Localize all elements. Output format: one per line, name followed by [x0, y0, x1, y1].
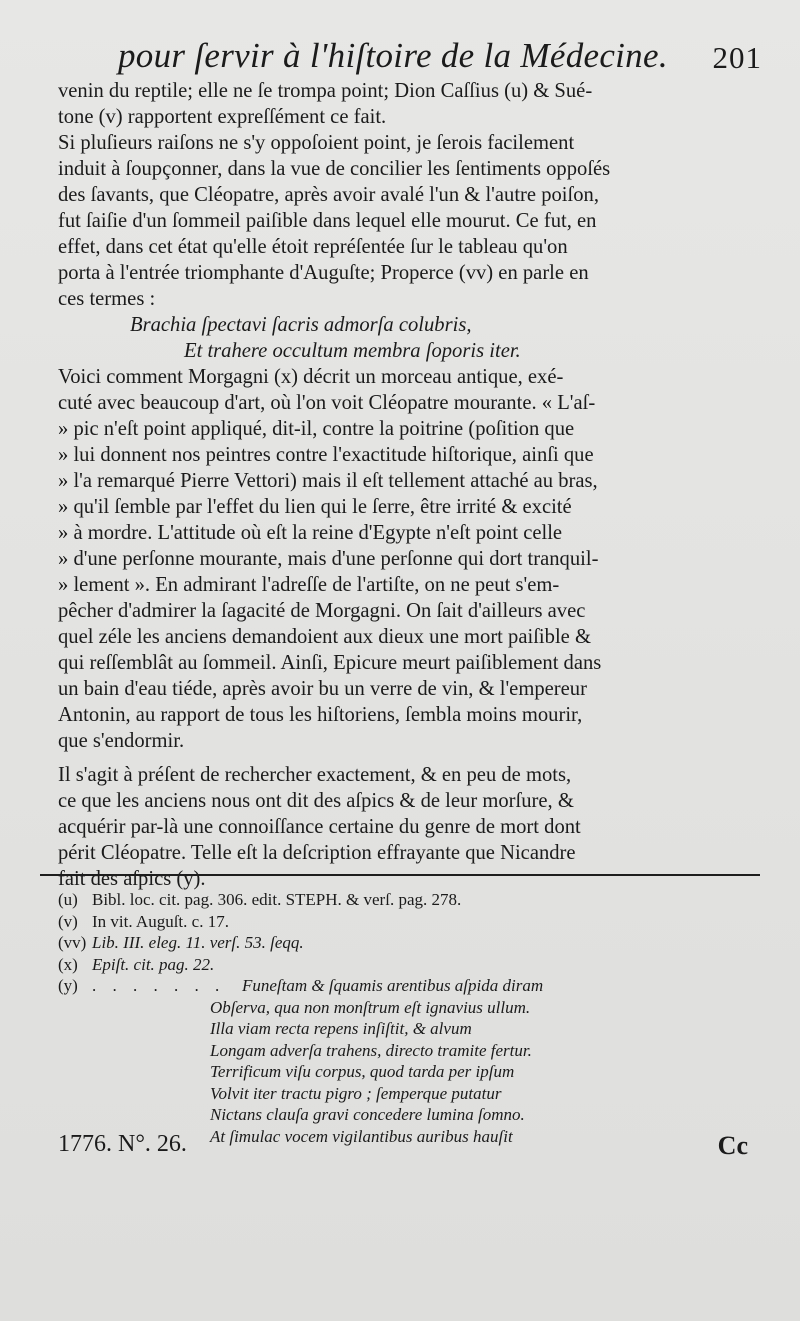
text-line: un bain d'eau tiéde, après avoir bu un verre de vin, & l'empereur	[58, 678, 587, 700]
text-line: pêcher d'admirer la ſagacité de Morgagni. On ſait d'ailleurs avec	[58, 600, 586, 622]
verse-line: Brachia ſpectavi ſacris admorſa colubris,	[130, 314, 472, 336]
paragraph-4	[58, 762, 758, 892]
text-line: » d'une perſonne mourante, mais d'une perſonne qui dort tranquil-	[58, 548, 599, 570]
footnote-y	[58, 975, 758, 997]
text-line: » qu'il ſemble par l'effet du lien qui le ſerre, être irrité & excité	[58, 496, 572, 518]
running-title: pour ſervir à l'hiſtoire de la Médecine.	[118, 36, 668, 75]
paragraph-2	[58, 130, 758, 312]
footnote-marker: (y)	[58, 976, 78, 995]
poem-line: Nictans clauſa gravi concedere lumina ſomno.	[210, 1105, 525, 1124]
ellipsis-dots: . . . . . . .	[92, 976, 226, 995]
poem-line: Illa viam recta repens inſiſtit, & alvum	[210, 1019, 472, 1038]
footnotes	[58, 889, 758, 1147]
page-number: 201	[712, 40, 762, 75]
text-line: effet, dans cet état qu'elle étoit repréſentée ſur le tableau qu'on	[58, 236, 568, 258]
signature-mark: 1776. N°. 26.	[58, 1131, 187, 1157]
text-line: Il s'agit à préſent de rechercher exactement, & en peu de mots,	[58, 764, 572, 786]
footnote-marker: (u)	[58, 890, 78, 909]
text-line: Voici comment Morgagni (x) décrit un morceau antique, exé-	[58, 366, 564, 388]
poem-line: Obſerva, qua non monſtrum eſt ignavius ullum.	[210, 997, 531, 1017]
footnote-x	[58, 954, 758, 976]
text-line: cuté avec beaucoup d'art, où l'on voit Cléopatre mourante. « L'aſ-	[58, 392, 596, 414]
text-line: ces termes :	[58, 288, 156, 310]
text-line: porta à l'entrée triomphante d'Auguſte; Properce (vv) en parle en	[58, 262, 589, 284]
footnote-vv	[58, 932, 758, 954]
text-line: Si pluſieurs raiſons ne s'y oppoſoient point, je ſerois facilement	[58, 132, 575, 154]
text-line: » pic n'eſt point appliqué, dit-il, contre la poitrine (poſition que	[58, 418, 575, 440]
footnote-marker: (x)	[58, 954, 78, 974]
text-line: » lement ». En admirant l'adreſſe de l'artiſte, on ne peut s'em-	[58, 574, 560, 596]
poem-line: Volvit iter tractu pigro ; ſemperque putatur	[210, 1083, 502, 1103]
text-line: qui reſſemblât au ſommeil. Ainſi, Epicure meurt paiſiblement dans	[58, 652, 602, 674]
footnote-marker: (vv)	[58, 933, 87, 952]
footnote-marker: (v)	[58, 911, 78, 931]
text-line: que s'endormir.	[58, 730, 185, 752]
footnote-text: In vit. Auguſt. c. 17.	[92, 911, 229, 931]
footnote-text: Epiſt. cit. pag. 22.	[92, 954, 215, 974]
poem-line: Terrificum viſu corpus, quod tarda per ipſum	[210, 1062, 515, 1081]
text-line: » à mordre. L'attitude où eſt la reine d'Egypte n'eſt point celle	[58, 522, 563, 544]
paragraph-1	[58, 78, 758, 130]
text-line: des ſavants, que Cléopatre, après avoir avalé l'un & l'autre poiſon,	[58, 184, 599, 206]
text-line: ce que les anciens nous ont dit des aſpics & de leur morſure, &	[58, 790, 574, 812]
text-line: » lui donnent nos peintres contre l'exactitude hiſtorique, ainſi que	[58, 444, 594, 466]
verse-line: Et trahere occultum membra ſoporis iter.	[184, 340, 521, 362]
text-line: » l'a remarqué Pierre Vettori) mais il eſt tellement attaché au bras,	[58, 470, 598, 492]
text-line: tone (v) rapportent expreſſément ce fait.	[58, 106, 387, 128]
text-line: Antonin, au rapport de tous les hiſtoriens, ſembla moins mourir,	[58, 704, 583, 726]
gathering-mark: Cc	[717, 1131, 748, 1160]
text-line: fait des aſpics (y).	[58, 868, 206, 890]
text-line: acquérir par-là une connoiſſance certaine du genre de mort dont	[58, 816, 581, 838]
poem-line: Funeſtam & ſquamis arentibus aſpida diram	[242, 976, 544, 995]
footnote-text: Bibl. loc. cit. pag. 306. edit. STEPH. & verſ. pag. 278.	[92, 890, 462, 909]
text-line: périt Cléopatre. Telle eſt la deſcription effrayante que Nicandre	[58, 842, 576, 864]
footnote-v	[58, 911, 758, 933]
page-footer	[58, 1131, 758, 1165]
text-line: quel zéle les anciens demandoient aux dieux une mort paiſible &	[58, 626, 591, 648]
footnote-rule	[40, 874, 760, 876]
body-text	[58, 78, 758, 892]
page-header	[0, 36, 800, 80]
text-line: venin du reptile; elle ne ſe trompa point; Dion Caſſius (u) & Sué-	[58, 80, 593, 102]
poem-line: Longam adverſa trahens, directo tramite fertur.	[210, 1040, 532, 1060]
footnote-u	[58, 889, 758, 911]
paragraph-3	[58, 364, 758, 754]
footnote-text: Lib. III. eleg. 11. verſ. 53. ſeqq.	[92, 933, 304, 952]
text-line: induit à ſoupçonner, dans la vue de concilier les ſentiments oppoſés	[58, 158, 611, 180]
text-line: fut ſaiſie d'un ſommeil paiſible dans lequel elle mourut. Ce fut, en	[58, 210, 597, 232]
poem-line: At ſimulac vocem vigilantibus auribus hauſit	[210, 1126, 513, 1146]
